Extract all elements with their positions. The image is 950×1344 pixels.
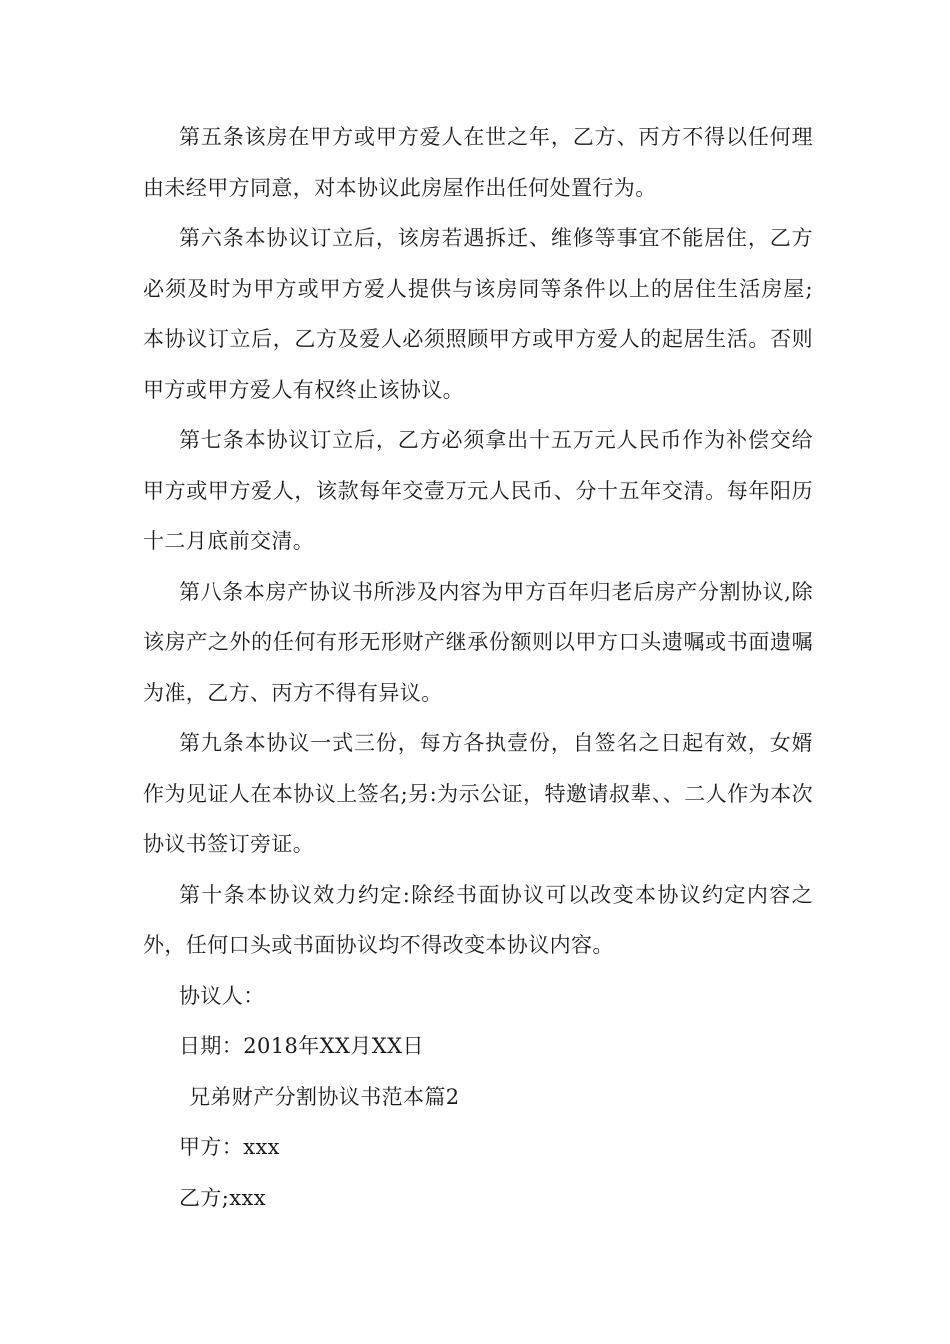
section-title: 兄弟财产分割协议书范本篇2 [189, 1084, 460, 1109]
article-9: 第九条本协议一式三份，每方各执壹份，自签名之日起有效，女婿作为见证人在本协议上签名;另:为示公证，特邀请叔辈、、二人作为本次协议书签订旁证。 [143, 731, 813, 856]
article-10: 第十条本协议效力约定:除经书面协议可以改变本协议约定内容之外，任何口头或书面协议均不得改变本协议内容。 [143, 882, 813, 957]
party-b-line: 乙方;xxx [179, 1185, 267, 1210]
date-line: 日期：2018年XX月XX日 [179, 1034, 424, 1058]
article-8: 第八条本房产协议书所涉及内容为甲方百年归老后房产分割协议,除该房产之外的任何有形无形财产继承份额则以甲方口头遗嘱或书面遗嘱为准，乙方、丙方不得有异议。 [143, 579, 813, 705]
article-6: 第六条本协议订立后，该房若遇拆迁、维修等事宜不能居住，乙方必须及时为甲方或甲方爱人提供与该房同等条件以上的居住生活房屋;本协议订立后，乙方及爱人必须照顾甲方或甲方爱人的起居生活。否则甲方或甲方爱人有权终止该协议。 [143, 226, 813, 402]
document-body [143, 112, 813, 1223]
article-7: 第七条本协议订立后，乙方必须拿出十五万元人民币作为补偿交给甲方或甲方爱人，该款每年交壹万元人民币、分十五年交清。每年阳历十二月底前交清。 [143, 428, 813, 553]
party-a-line: 甲方：xxx [179, 1135, 280, 1159]
signatory-label: 协议人： [179, 983, 265, 1008]
article-5: 第五条该房在甲方或甲方爱人在世之年，乙方、丙方不得以任何理由未经甲方同意，对本协议此房屋作出任何处置行为。 [143, 125, 813, 200]
